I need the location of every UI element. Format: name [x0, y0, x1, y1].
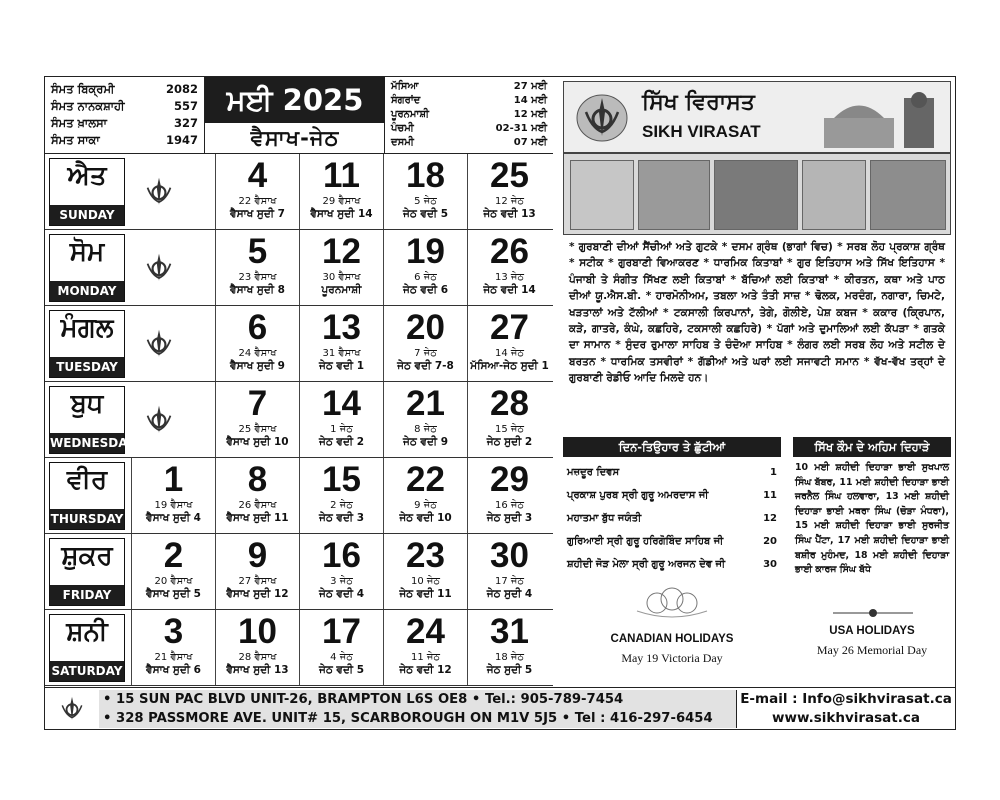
website-link[interactable]: www.sikhvirasat.ca	[772, 710, 920, 726]
weekday-label	[49, 234, 125, 302]
day-number: 8	[247, 460, 268, 499]
punjabi-date: 16 ਜੇਠ	[494, 500, 524, 511]
lunar-date: ਜੇਠ ਵਦੀ 4	[318, 588, 365, 600]
day-number: 25	[490, 156, 529, 195]
canadian-holidays-title: CANADIAN HOLIDAYS	[610, 633, 734, 645]
weekday-punjabi: ਐਤ	[67, 161, 107, 191]
weekday-punjabi: ਵੀਰ	[66, 465, 108, 495]
weekday-label	[49, 386, 136, 454]
day-number: 11	[323, 156, 360, 195]
day-number: 4	[247, 156, 268, 195]
festival-item: ਪ੍ਰਕਾਸ਼ ਪੁਰਬ ਸ੍ਰੀ ਗੁਰੂ ਅਮਰਦਾਸ ਜੀ 11	[567, 490, 777, 501]
day-cell[interactable]	[467, 230, 551, 305]
lunar-date: ਜੇਠ ਸੁਦੀ 4	[486, 588, 533, 600]
day-cell[interactable]	[383, 154, 467, 229]
weekday-english: TUESDAY	[50, 357, 124, 377]
day-number: 5	[247, 232, 268, 271]
lunar-date: ਜੇਠ ਵਦੀ 11	[399, 588, 452, 600]
weekday-english: SUNDAY	[50, 205, 124, 225]
day-number: 13	[322, 308, 361, 347]
punjabi-date: 30 ਵੈਸਾਖ	[322, 272, 361, 283]
day-cell[interactable]	[383, 458, 467, 533]
punjabi-date: 13 ਜੇਠ	[494, 272, 524, 283]
lunar-date: ਜੇਠ ਸੁਦੀ 2	[486, 436, 533, 448]
punjabi-date: 10 ਜੇਠ	[410, 576, 440, 587]
weekday-punjabi: ਮੰਗਲ	[60, 313, 114, 343]
weekday-label	[49, 538, 125, 606]
harmonium-photo	[714, 160, 798, 230]
store-addresses	[99, 690, 737, 728]
punjabi-date: 25 ਵੈਸਾਖ	[238, 424, 277, 435]
day-cell[interactable]	[215, 230, 299, 305]
day-cell[interactable]	[299, 230, 383, 305]
day-cell[interactable]	[467, 458, 551, 533]
banner-title-english: SIKH VIRASAT	[642, 122, 761, 141]
day-number: 26	[490, 232, 529, 271]
day-cell[interactable]	[383, 382, 467, 457]
day-cell[interactable]	[383, 230, 467, 305]
lunar-date: ਪੂਰਨਮਾਸ਼ੀ	[321, 284, 362, 296]
punjabi-date: 23 ਵੈਸਾਖ	[238, 272, 277, 283]
lunar-date: ਮੱਸਿਆ-ਜੇਠ ਸੁਦੀ 1	[470, 360, 549, 372]
lunar-date: ਜੇਠ ਵਦੀ 5	[318, 664, 365, 676]
punjabi-date: 5 ਜੇਠ	[414, 196, 437, 207]
day-number: 10	[238, 612, 277, 651]
history-text: 10 ਮਈ ਸ਼ਹੀਦੀ ਦਿਹਾੜਾ ਭਾਈ ਸੁਖਪਾਲ ਸਿੰਘ ਬੱਬਰ, 11 ਮਈ ਸ਼ਹੀਦੀ ਦਿਹਾੜਾ ਭਾਈ ਜਰਨੈਲ ਸਿੰਘ ਹਲਵਾਰਾ, 13 ਮਈ ਸ਼ਹੀਦੀ ਦਿਹਾੜਾ ਭਾਈ ਮਥਰਾ ਸਿੰਘ (ਚੋੜਾ ਮੰਧਰਾ), 15 ਮਈ ਸ਼ਹੀਦੀ ਦਿਹਾੜਾ ਭਾਈ ਸੁਰਜੀਤ ਸਿੰਘ ਪੈਂਟਾ, 17 ਮਈ ਸ਼ਹੀਦੀ ਦਿਹਾੜਾ ਭਾਈ ਬਸ਼ੀਰ ਮੁਹੰਮਦ, 18 ਮਈ ਸ਼ਹੀਦੀ ਦਿਹਾੜਾ ਭਾਈ ਕਾਰਜ ਸਿੰਘ ਬੱਧੇ	[795, 462, 949, 576]
punjabi-date: 4 ਜੇਠ	[330, 652, 353, 663]
punjabi-date: 24 ਵੈਸਾਖ	[238, 348, 277, 359]
email-link[interactable]: E-mail : Info@sikhvirasat.ca	[740, 691, 952, 707]
lunar-date: ਵੈਸਾਖ ਸੁਦੀ 6	[146, 664, 201, 676]
day-cell[interactable]	[215, 306, 299, 381]
lunar-date: ਵੈਸਾਖ ਸੁਦੀ 8	[230, 284, 285, 296]
day-number: 30	[490, 536, 529, 575]
punjabi-date: 17 ਜੇਠ	[494, 576, 524, 587]
weekday-punjabi: ਸ਼ੁਕਰ	[61, 541, 113, 571]
lunar-date: ਜੇਠ ਵਦੀ 13	[483, 208, 536, 220]
day-cell[interactable]	[467, 154, 551, 229]
tabla-photo	[802, 160, 866, 230]
punjabi-date: 29 ਵੈਸਾਖ	[322, 196, 361, 207]
day-cell[interactable]	[383, 534, 467, 609]
day-cell[interactable]	[215, 610, 299, 685]
weekday-label	[49, 614, 125, 682]
banner-title-punjabi: ਸਿੱਖ ਵਿਰਾਸਤ	[642, 90, 755, 115]
punjabi-date: 28 ਵੈਸਾਖ	[238, 652, 277, 663]
punjabi-date: 7 ਜੇਠ	[414, 348, 437, 359]
lunar-date: ਜੇਠ ਵਦੀ 3	[318, 512, 365, 524]
day-cell[interactable]	[131, 610, 215, 685]
day-cell[interactable]	[467, 306, 551, 381]
khanda-logo-icon	[574, 92, 630, 144]
punjabi-date: 3 ਜੇਠ	[330, 576, 353, 587]
day-number: 29	[490, 460, 529, 499]
usa-holiday-item: May 26 Memorial Day	[816, 643, 928, 657]
weekday-label	[49, 310, 125, 378]
festival-item: ਸ਼ਹੀਦੀ ਜੋੜ ਮੇਲਾ ਸ੍ਰੀ ਗੁਰੂ ਅਰਜਨ ਦੇਵ ਜੀ 30	[567, 559, 777, 570]
lunar-date: ਵੈਸਾਖ ਸੁਦੀ 9	[230, 360, 285, 372]
contact-info	[739, 690, 953, 728]
festivals-title: ਦਿਨ-ਤਿਉਹਾਰ ਤੇ ਛੁੱਟੀਆਂ	[563, 437, 781, 457]
day-cell[interactable]	[215, 154, 299, 229]
lunar-date: ਵੈਸਾਖ ਸੁਦੀ 12	[226, 588, 289, 600]
festival-item: ਮਜ਼ਦੂਰ ਦਿਵਸ 1	[567, 467, 777, 478]
lunar-date: ਜੇਠ ਵਦੀ 7-8	[397, 360, 454, 372]
day-cell[interactable]	[383, 610, 467, 685]
day-number: 20	[406, 308, 445, 347]
era-years: ਸੰਮਤ ਬਿਕ੍ਰਮੀ 2082 ਸੰਮਤ ਨਾਨਕਸ਼ਾਹੀ 557 ਸੰਮਤ ਖ਼ਾਲਸਾ 327 ਸੰਮਤ ਸਾਕਾ 1947	[45, 77, 205, 153]
punjabi-date: 9 ਜੇਠ	[414, 500, 437, 511]
lunar-date: ਜੇਠ ਵਦੀ 10	[399, 512, 452, 524]
day-number: 23	[406, 536, 445, 575]
day-number: 31	[490, 612, 529, 651]
day-number: 27	[490, 308, 529, 347]
day-number: 24	[406, 612, 445, 651]
week-row-sunday	[45, 154, 553, 230]
month-year: ਮਈ 2025	[205, 77, 385, 123]
day-cell[interactable]	[215, 458, 299, 533]
punjabi-date: 19 ਵੈਸਾਖ	[154, 500, 193, 511]
history-panel	[793, 437, 951, 687]
day-number: 18	[406, 156, 445, 195]
special-dates: ਮੱਸਿਆ 27 ਮਈ ਸੰਗਰਾਂਦ 14 ਮਈ ਪੂਰਨਮਾਸ਼ੀ 12 ਮਈ ਪੰਚਮੀ 02-31 ਮਈ ਦਸਮੀ 07 ਮਈ	[391, 81, 547, 148]
week-row-friday	[45, 534, 553, 610]
day-cell[interactable]	[131, 458, 215, 533]
weekday-label	[49, 462, 125, 530]
lunar-date: ਜੇਠ ਸੁਦੀ 5	[486, 664, 533, 676]
khanda-icon	[139, 248, 179, 288]
weekday-label	[49, 158, 125, 226]
canadian-holidays	[563, 633, 781, 666]
books-photo	[570, 160, 634, 230]
week-row-thursday	[45, 458, 553, 534]
day-cell[interactable]	[383, 306, 467, 381]
footer	[45, 687, 955, 729]
address-brampton: • 15 SUN PAC BLVD UNIT-26, BRAMPTON L6S OE8 • Tel.: 905-789-7454	[103, 692, 624, 707]
festivals-panel	[563, 437, 781, 687]
divider-ornament-icon	[833, 607, 913, 619]
day-number: 22	[406, 460, 445, 499]
day-cell[interactable]	[131, 534, 215, 609]
khanda-icon	[139, 172, 179, 212]
day-cell[interactable]	[467, 534, 551, 609]
lunar-date: ਜੇਠ ਵਦੀ 6	[402, 284, 449, 296]
canadian-holiday-item: May 19 Victoria Day	[621, 651, 723, 665]
punjabi-date: 2 ਜੇਠ	[330, 500, 353, 511]
day-number: 16	[322, 536, 361, 575]
weekday-english: FRIDAY	[50, 585, 124, 605]
khanda-footer-icon	[55, 692, 89, 726]
address-scarborough: • 328 PASSMORE AVE. UNIT# 15, SCARBOROUGH ON M1V 5J5 • Tel : 416-297-6454	[103, 711, 713, 726]
lunar-date: ਜੇਠ ਵਦੀ 9	[402, 436, 449, 448]
day-cell[interactable]	[299, 610, 383, 685]
weekday-punjabi: ਬੁਧ	[70, 389, 104, 419]
lunar-date: ਜੇਠ ਵਦੀ 2	[318, 436, 365, 448]
day-cell[interactable]	[467, 382, 551, 457]
lunar-date: ਵੈਸਾਖ ਸੁਦੀ 10	[226, 436, 289, 448]
usa-holidays	[793, 625, 951, 658]
day-cell[interactable]	[299, 458, 383, 533]
lunar-date: ਜੇਠ ਵਦੀ 14	[483, 284, 536, 296]
punjabi-date: 18 ਜੇਠ	[494, 652, 524, 663]
weekday-english: SATURDAY	[50, 661, 124, 681]
day-number: 15	[322, 460, 361, 499]
day-number: 12	[322, 232, 361, 271]
week-row-wednesday	[45, 382, 553, 458]
day-number: 19	[406, 232, 445, 271]
sikh-virasat-banner	[563, 81, 951, 153]
punjabi-date: 11 ਜੇਠ	[410, 652, 440, 663]
week-row-monday	[45, 230, 553, 306]
lunar-date: ਵੈਸਾਖ ਸੁਦੀ 7	[230, 208, 285, 220]
day-number: 1	[163, 460, 184, 499]
lunar-date: ਵੈਸਾਖ ਸੁਦੀ 13	[226, 664, 289, 676]
day-number: 2	[163, 536, 184, 575]
day-number: 21	[406, 384, 445, 423]
month-title	[205, 77, 385, 153]
khanda-icon	[139, 324, 179, 364]
punjabi-date: 6 ਜੇਠ	[414, 272, 437, 283]
day-number: 17	[322, 612, 361, 651]
lunar-date: ਵੈਸਾਖ ਸੁਦੀ 11	[226, 512, 289, 524]
day-cell[interactable]	[467, 610, 551, 685]
week-row-saturday	[45, 610, 553, 686]
khanda-icon	[139, 400, 179, 440]
flower-ornament-icon	[627, 583, 717, 623]
lunar-date: ਵੈਸਾਖ ਸੁਦੀ 4	[146, 512, 201, 524]
punjabi-date: 26 ਵੈਸਾਖ	[238, 500, 277, 511]
day-number: 9	[247, 536, 268, 575]
day-cell[interactable]	[299, 306, 383, 381]
usa-holidays-title: USA HOLIDAYS	[829, 625, 915, 637]
punjabi-date: 21 ਵੈਸਾਖ	[154, 652, 193, 663]
day-cell[interactable]	[215, 382, 299, 457]
day-number: 3	[163, 612, 184, 651]
product-photos	[563, 153, 951, 235]
lunar-date: ਜੇਠ ਵਦੀ 1	[318, 360, 365, 372]
calendar-grid	[45, 153, 553, 687]
weekday-english: MONDAY	[50, 281, 124, 301]
punjabi-date: 14 ਜੇਠ	[494, 348, 524, 359]
weekday-punjabi: ਸ਼ਨੀ	[66, 617, 108, 647]
punjabi-date: 15 ਜੇਠ	[494, 424, 524, 435]
punjabi-date: 31 ਵੈਸਾਖ	[322, 348, 361, 359]
history-title: ਸਿੱਖ ਕੌਮ ਦੇ ਅਹਿਮ ਦਿਹਾੜੇ	[793, 437, 951, 457]
weekday-english: WEDNESDAY	[50, 433, 124, 453]
day-number: 28	[490, 384, 529, 423]
punjabi-date: 12 ਜੇਠ	[494, 196, 524, 207]
day-number: 7	[247, 384, 268, 423]
product-description: * ਗੁਰਬਾਣੀ ਦੀਆਂ ਸੈਂਚੀਆਂ ਅਤੇ ਗੁਟਕੇ * ਦਸਮ ਗ੍ਰੰਥ (ਭਾਗਾਂ ਵਿਚ) * ਸਰਬ ਲੋਹ ਪ੍ਰਕਾਸ਼ ਗ੍ਰੰਥ * ਸਟੀਕ * ਗੁਰਬਾਣੀ ਵਿਆਕਰਣ * ਧਾਰਮਿਕ ਕਿਤਾਬਾਂ * ਗੁਰ ਇਤਿਹਾਸ ਅਤੇ ਸਿੱਖ ਇਤਿਹਾਸ * ਪੰਜਾਬੀ ਤੇ ਸੰਗੀਤ ਸਿੱਖਣ ਲਈ ਕਿਤਾਬਾਂ * ਬੱਚਿਆਂ ਲਈ ਕਿਤਾਬਾਂ * ਕੀਰਤਨ, ਕਥਾ ਅਤੇ ਪਾਠ ਦੀਆਂ ਯੂ.ਐਸ.ਬੀ. * ਹਾਰਮੋਨੀਅਮ, ਤਬਲਾ ਅਤੇ ਤੰਤੀ ਸਾਜ਼ * ਢੋਲਕ, ਮਰਦੰਗ, ਨਗਾਰਾ, ਚਿਮਟੇ, ਖੜਤਾਲਾਂ ਅਤੇ ਟੱਲੀਆਂ * ਟਕਸਾਲੀ ਕਿਰਪਾਨਾਂ, ਤੇਗੇ, ਗੋਲੀਏ, ਪੇਸ਼ ਕਬਜ * ਕਕਾਰ (ਕ੍ਰਿਪਾਨ, ਕੜੇ, ਗਾਤਰੇ, ਕੰਘੇ, ਕਛਹਿਰੇ, ਟਕਸਾਲੀ ਕਛਹਿਰੇ) * ਪੱਗਾਂ ਅਤੇ ਦੁਮਾਲਿਆਂ ਲਈ ਕੱਪੜਾ * ਗਤਕੇ ਦਾ ਸਾਮਾਨ * ਸੁੰਦਰ ਰੁਮਾਲਾ ਸਾਹਿਬ ਤੇ ਚੰਦੋਆ ਸਾਹਿਬ * ਲੰਗਰ ਲਈ ਸਰਬ ਲੋਹ ਅਤੇ ਸਟੀਲ ਦੇ ਬਰਤਨ * ਧਾਰਮਿਕ ਤਸਵੀਰਾਂ * ਗੱਡੀਆਂ ਅਤੇ ਘਰਾਂ ਲਈ ਸਜਾਵਟੀ ਸਮਾਨ * ਵੱਖ-ਵੱਖ ਤਰ੍ਹਾਂ ਦੇ ਗੁਰਬਾਣੀ ਰੇਡੀਓ ਆਦਿ ਮਿਲਦੇ ਹਨ।	[569, 241, 945, 385]
punjabi-date: 8 ਜੇਠ	[414, 424, 437, 435]
day-cell[interactable]	[299, 154, 383, 229]
day-cell[interactable]	[215, 534, 299, 609]
lunar-date: ਵੈਸਾਖ ਸੁਦੀ 14	[310, 208, 373, 220]
festival-item: ਮਹਾਤਮਾ ਬੁੱਧ ਜਯੰਤੀ 12	[567, 513, 777, 524]
lunar-date: ਜੇਠ ਸੁਦੀ 3	[486, 512, 533, 524]
week-row-tuesday	[45, 306, 553, 382]
bookshelf-photo	[870, 160, 946, 230]
day-number: 14	[322, 384, 361, 423]
festival-item: ਗੁਰਿਆਈ ਸ੍ਰੀ ਗੁਰੂ ਹਰਿਗੋਬਿੰਦ ਸਾਹਿਬ ਜੀ 20	[567, 536, 777, 547]
punjabi-date: 27 ਵੈਸਾਖ	[238, 576, 277, 587]
punjabi-date: 20 ਵੈਸਾਖ	[154, 576, 193, 587]
lunar-date: ਜੇਠ ਵਦੀ 5	[402, 208, 449, 220]
weekday-punjabi: ਸੋਮ	[69, 237, 105, 267]
gutka-shelf-photo	[638, 160, 710, 230]
building-illustration-icon	[814, 88, 944, 150]
day-cell[interactable]	[299, 382, 383, 457]
punjabi-date: 22 ਵੈਸਾਖ	[238, 196, 277, 207]
lunar-date: ਵੈਸਾਖ ਸੁਦੀ 5	[146, 588, 201, 600]
day-number: 6	[247, 308, 268, 347]
punjabi-months: ਵੈਸਾਖ-ਜੇਠ	[250, 125, 340, 150]
calendar-page	[44, 76, 956, 730]
lunar-date: ਜੇਠ ਵਦੀ 12	[399, 664, 452, 676]
punjabi-date: 1 ਜੇਠ	[330, 424, 353, 435]
weekday-english: THURSDAY	[50, 509, 124, 529]
day-cell[interactable]	[299, 534, 383, 609]
